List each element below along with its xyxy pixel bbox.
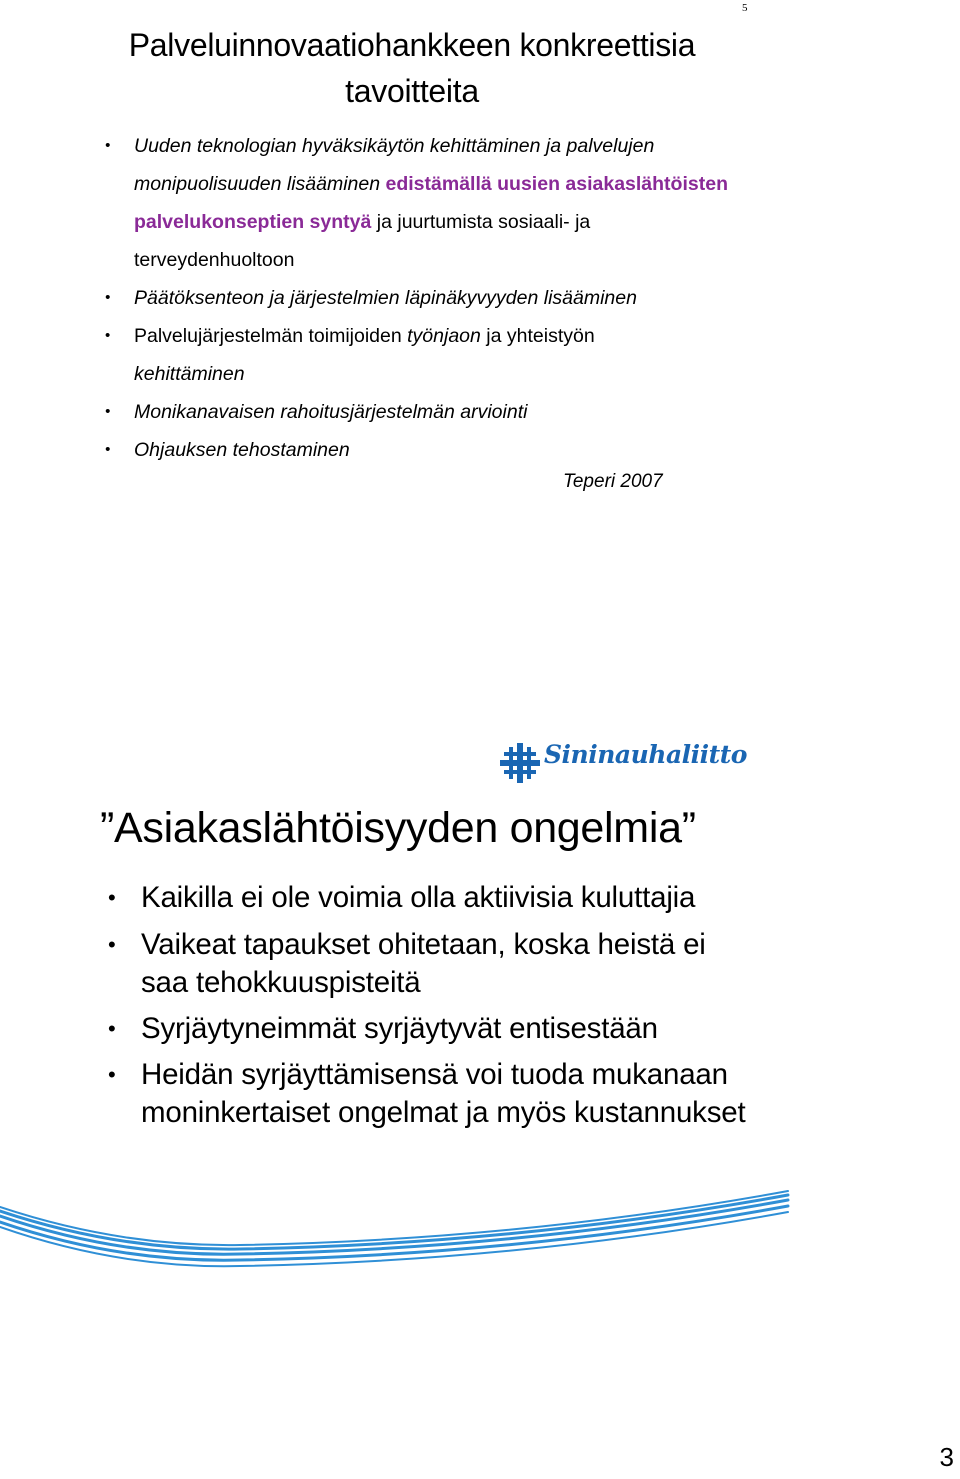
slide2-bullet-3	[108, 1010, 801, 1048]
bullet-text: Syrjäytyneimmät syrjäytyvät entisestään	[141, 1012, 658, 1045]
bullet-marker: •	[105, 137, 111, 154]
bullet-marker: •	[108, 1062, 116, 1087]
bullet-text: ja juurtumista sosiaali- ja terveydenhuoltoon	[134, 211, 591, 271]
slide1-bullet-3	[105, 317, 694, 393]
italic-text: kehittäminen	[134, 363, 245, 385]
slide1-bullet-4	[105, 393, 754, 431]
bullet-marker: •	[105, 327, 111, 344]
bullet-marker: •	[108, 1016, 116, 1041]
bullet-text: Palvelujärjestelmän toimijoiden	[134, 325, 408, 347]
bullet-text: ja yhteistyön	[480, 325, 595, 347]
logo-text: Sininauhaliitto	[544, 740, 747, 769]
slide1-bullet-1	[105, 127, 754, 279]
slide1-bullet-2	[105, 279, 754, 317]
bullet-text: Monikanavaisen rahoitusjärjestelmän arviointi	[134, 401, 528, 423]
bullet-text: Ohjauksen tehostaminen	[134, 439, 350, 461]
page-number: 3	[939, 1442, 954, 1472]
corner-page-number: 5	[742, 2, 748, 14]
slide2-bullet-4	[108, 1056, 781, 1132]
bullet-text: Heidän syrjäyttämisensä voi tuoda mukanaan moninkertaiset ongelmat ja myös kustannukset	[141, 1058, 746, 1129]
bullet-marker: •	[105, 289, 111, 306]
slide2-title: ”Asiakaslähtöisyyden ongelmia”	[100, 804, 696, 852]
slide1-bullet-5	[105, 431, 754, 469]
highlighted-text: edistämällä uusien asiakaslähtöisten palvelukonseptien syntyä	[134, 173, 728, 233]
cross-logo-icon	[500, 743, 540, 783]
citation: Teperi 2007	[563, 471, 663, 492]
slide1-title: Palveluinnovaatiohankkeen konkreettisia tavoitteita	[128, 27, 696, 109]
bullet-text: Vaikeat tapaukset ohitetaan, koska heistä ei saa tehokkuuspisteitä	[141, 928, 706, 999]
sininauhaliitto-logo	[500, 740, 747, 786]
bullet-marker: •	[105, 403, 111, 420]
italic-text: työnjaon	[407, 325, 481, 347]
bullet-text: Päätöksenteon ja järjestelmien läpinäkyvyyden lisääminen	[134, 287, 637, 309]
bullet-text: Uuden teknologian hyväksikäytön kehittäminen ja palvelujen monipuolisuuden lisääminen	[134, 135, 655, 195]
bullet-marker: •	[105, 441, 111, 458]
bullet-marker: •	[108, 885, 116, 910]
bullet-text: Kaikilla ei ole voimia olla aktiivisia kuluttajia	[141, 881, 696, 914]
slide2-bullet-2	[108, 926, 721, 1002]
decorative-wave	[0, 1185, 800, 1275]
slide2-title-text: Asiakaslähtöisyyden ongelmia	[114, 804, 682, 852]
bullet-marker: •	[108, 932, 116, 957]
slide2-bullet-1	[108, 879, 801, 917]
